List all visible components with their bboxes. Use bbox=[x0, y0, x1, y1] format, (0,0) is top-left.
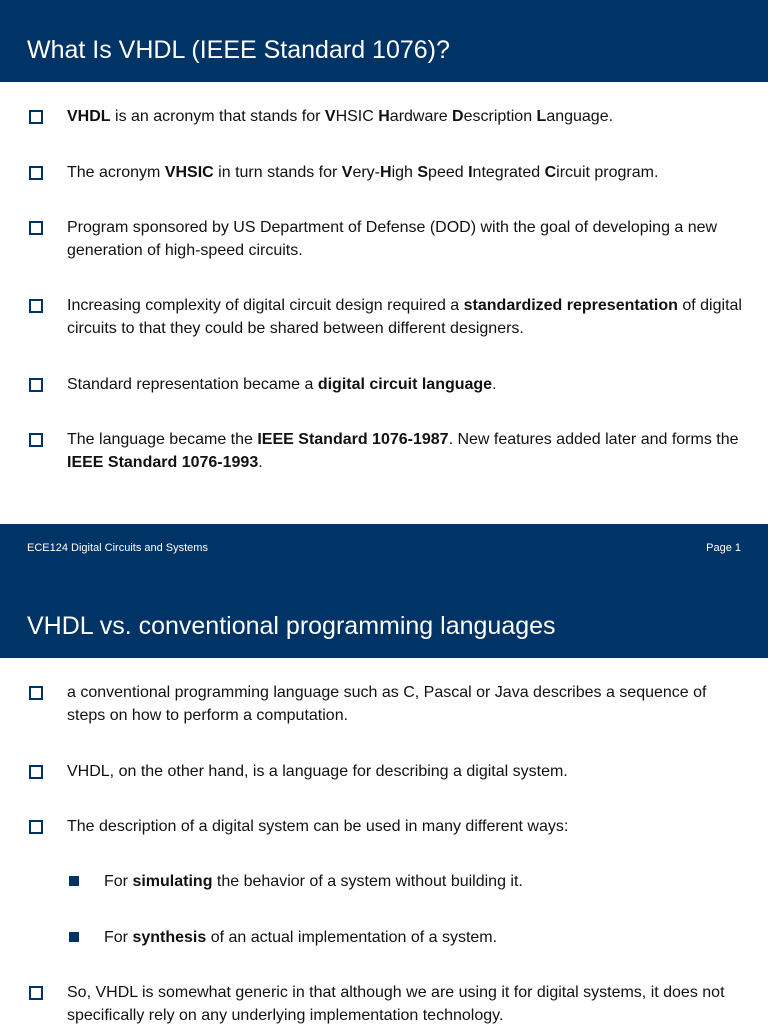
text-run: . bbox=[492, 376, 497, 393]
sub-bullet-item bbox=[104, 926, 744, 949]
bullet-item bbox=[67, 760, 744, 783]
text-run: HSIC bbox=[335, 108, 379, 125]
text-run: ardware bbox=[389, 108, 453, 125]
text-run: anguage. bbox=[546, 108, 614, 125]
bullet-item bbox=[67, 815, 744, 838]
text-run: The acronym bbox=[67, 164, 165, 181]
text-run: a conventional programming language such as C, Pascal or Java describes a sequence of steps on how to perform a computation. bbox=[67, 684, 707, 724]
hollow-square-bullet-icon bbox=[29, 686, 43, 700]
bold-text: synthesis bbox=[132, 929, 207, 946]
bullet-item bbox=[67, 681, 744, 727]
text-run: ntegrated bbox=[472, 164, 545, 181]
bold-text: IEEE Standard 1076-1987 bbox=[257, 431, 449, 448]
bullet-text bbox=[67, 376, 497, 393]
hollow-square-bullet-icon bbox=[29, 433, 43, 447]
bullet-item bbox=[67, 428, 744, 474]
bold-text: digital circuit language bbox=[317, 376, 493, 393]
text-run: is an acronym that stands for bbox=[110, 108, 325, 125]
course-name: ECE124 Digital Circuits and Systems bbox=[27, 542, 208, 554]
bold-text: H bbox=[378, 108, 390, 125]
filled-square-bullet-icon bbox=[69, 876, 79, 886]
bold-text: VHSIC bbox=[164, 164, 214, 181]
bullet-item bbox=[67, 161, 744, 184]
slide-footer bbox=[0, 524, 768, 574]
bold-text: L bbox=[536, 108, 547, 125]
hollow-square-bullet-icon bbox=[29, 378, 43, 392]
hollow-square-bullet-icon bbox=[29, 221, 43, 235]
bold-text: simulating bbox=[132, 873, 213, 890]
bold-text: IEEE Standard 1076-1993 bbox=[67, 454, 259, 471]
bold-text: V bbox=[324, 108, 336, 125]
slide-2 bbox=[0, 574, 768, 1024]
text-run: For bbox=[104, 929, 133, 946]
bold-text: VHDL bbox=[67, 108, 111, 125]
hollow-square-bullet-icon bbox=[29, 299, 43, 313]
text-run: VHDL, on the other hand, is a language for describing a digital system. bbox=[67, 763, 568, 780]
bullet-item bbox=[67, 373, 744, 396]
filled-square-bullet-icon bbox=[69, 932, 79, 942]
bold-text: C bbox=[544, 164, 557, 181]
text-run: ircuit program. bbox=[556, 164, 659, 181]
slide-1 bbox=[0, 0, 768, 471]
bullet-item bbox=[67, 981, 744, 1027]
hollow-square-bullet-icon bbox=[29, 820, 43, 834]
bold-text: V bbox=[341, 164, 353, 181]
bullet-text bbox=[67, 818, 568, 835]
text-run: ery- bbox=[352, 164, 381, 181]
text-run: the behavior of a system without building it. bbox=[212, 873, 523, 890]
text-run: Increasing complexity of digital circuit design required a bbox=[67, 297, 464, 314]
bold-text: standardized representation bbox=[463, 297, 678, 314]
text-run: of an actual implementation of a system. bbox=[206, 929, 498, 946]
bullet-text bbox=[67, 984, 725, 1024]
bullet-text bbox=[67, 108, 613, 125]
bold-text: H bbox=[380, 164, 392, 181]
bullet-text bbox=[67, 431, 739, 471]
bullet-item bbox=[67, 294, 744, 340]
bullet-text bbox=[67, 763, 568, 780]
bullet-item bbox=[67, 105, 744, 128]
hollow-square-bullet-icon bbox=[29, 765, 43, 779]
bullet-text bbox=[67, 219, 717, 259]
hollow-square-bullet-icon bbox=[29, 166, 43, 180]
bullet-item bbox=[67, 216, 744, 262]
text-run: escription bbox=[463, 108, 537, 125]
bullet-text bbox=[67, 684, 706, 724]
text-run: For bbox=[104, 873, 133, 890]
text-run: Standard representation became a bbox=[67, 376, 318, 393]
text-run: of digital circuits to that they could be shared between different designers. bbox=[67, 297, 742, 337]
text-run: . New features added later and forms the bbox=[448, 431, 739, 448]
page-number: Page 1 bbox=[706, 542, 741, 554]
slide-title: VHDL vs. conventional programming languages bbox=[0, 574, 768, 658]
text-run: Program sponsored by US Department of Defense (DOD) with the goal of developing a new generation of high-speed circuits. bbox=[67, 219, 718, 259]
bullet-text bbox=[104, 929, 497, 946]
text-run: The language became the bbox=[67, 431, 258, 448]
bullet-text bbox=[67, 297, 742, 337]
text-run: peed bbox=[428, 164, 469, 181]
text-run: in turn stands for bbox=[213, 164, 342, 181]
bold-text: D bbox=[452, 108, 464, 125]
text-run: . bbox=[258, 454, 263, 471]
bold-text: S bbox=[417, 164, 429, 181]
text-run: So, VHDL is somewhat generic in that although we are using it for digital systems, it does not specifically rely on any underlying implementation technology. bbox=[67, 984, 725, 1024]
bullet-text bbox=[67, 164, 658, 181]
slide-title: What Is VHDL (IEEE Standard 1076)? bbox=[0, 0, 768, 82]
bold-text: I bbox=[468, 164, 473, 181]
text-run: igh bbox=[391, 164, 418, 181]
hollow-square-bullet-icon bbox=[29, 110, 43, 124]
bullet-text bbox=[104, 873, 523, 890]
hollow-square-bullet-icon bbox=[29, 986, 43, 1000]
sub-bullet-item bbox=[104, 870, 744, 893]
text-run: The description of a digital system can be used in many different ways: bbox=[67, 818, 569, 835]
